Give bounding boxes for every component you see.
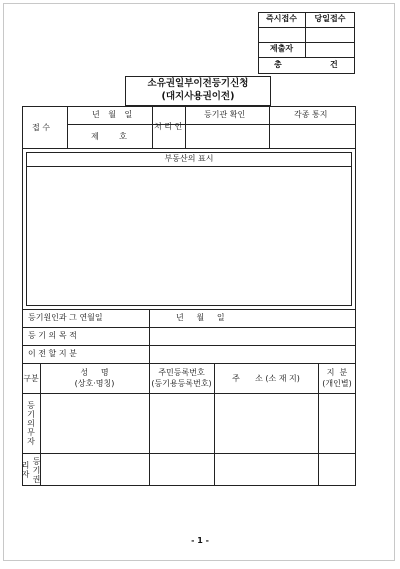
id-number-header: 주민등록번호 bbox=[158, 368, 205, 377]
count-unit-label: 건 bbox=[330, 60, 338, 69]
form-subtitle: (대지사용권이전) bbox=[161, 91, 235, 102]
transfer-share-field[interactable] bbox=[150, 346, 355, 362]
registration-cause-date[interactable]: 년 월 일 bbox=[176, 313, 225, 322]
registration-purpose-field[interactable] bbox=[150, 328, 355, 344]
name-subheader: (상호·명칭) bbox=[74, 379, 115, 388]
property-description-area[interactable] bbox=[27, 167, 351, 305]
id-number-subheader: (등기용등록번호) bbox=[151, 379, 212, 388]
registration-cause-label: 등기원인과 그 연월일 bbox=[28, 313, 103, 322]
registration-purpose-label: 등 기 의 목 적 bbox=[28, 331, 77, 340]
address-header: 주 소 (소 재 지) bbox=[232, 374, 300, 383]
same-day-receipt-label: 당일접수 bbox=[314, 14, 346, 23]
division-header: 구분 bbox=[23, 374, 39, 383]
processor-label: 처 리 인 bbox=[154, 122, 183, 131]
form-title: 소유권일부이전등기신청 bbox=[147, 78, 249, 89]
rightholder-row[interactable] bbox=[41, 454, 355, 485]
rightholder-label-cell bbox=[22, 454, 40, 486]
total-label: 총 bbox=[274, 60, 282, 69]
share-subheader: (개인별) bbox=[322, 379, 352, 388]
reception-label: 접 수 bbox=[32, 123, 50, 132]
property-header: 부동산의 표시 bbox=[164, 154, 214, 163]
form-page bbox=[3, 3, 395, 561]
name-header: 성 명 bbox=[80, 368, 109, 377]
transfer-share-label: 이 전 할 지 분 bbox=[28, 349, 77, 358]
notice-label: 각종 통지 bbox=[294, 110, 328, 119]
obligor-row[interactable] bbox=[41, 394, 355, 452]
obligor-label-cell bbox=[22, 394, 40, 453]
rightholder-label: 등기권리자 bbox=[21, 456, 41, 484]
registrar-check-label: 등기관 확인 bbox=[204, 110, 246, 119]
page-number: - 1 - bbox=[191, 536, 209, 545]
obligor-label: 등기의무자 bbox=[26, 401, 36, 446]
submitter-label: 제출자 bbox=[269, 44, 294, 53]
reception-number: 제 호 bbox=[91, 132, 127, 141]
share-header: 지 분 bbox=[326, 368, 348, 377]
reception-date: 년 월 일 bbox=[92, 110, 133, 119]
instant-receipt-label: 즉시접수 bbox=[266, 14, 297, 23]
